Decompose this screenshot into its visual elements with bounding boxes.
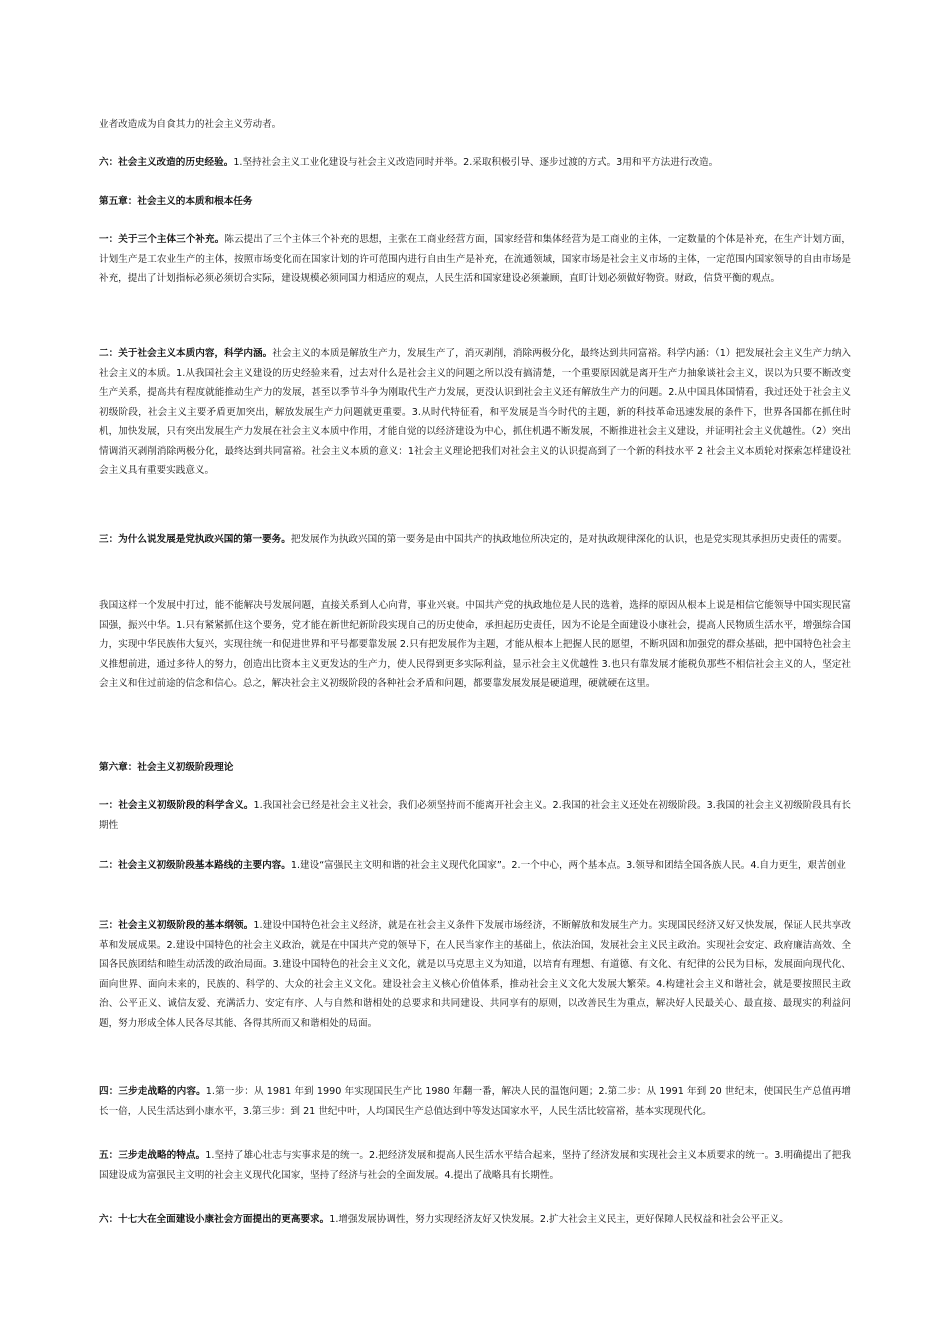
paragraph-heading: 二：社会主义初级阶段基本路线的主要内容。 bbox=[99, 860, 291, 871]
paragraph-three-step-features: 五：三步走战略的特点。1.坚持了雄心壮志与实事求是的统一。2.把经济发展和提高人民生活水平结合起来，坚持了经济发展和实现社会主义本质要求的统一。3.明确提出了把我国建设成为富强民主文明的社会主义现代化国家，坚持了经济与社会的全面发展。4.提出了战略具有长期性。 bbox=[99, 1150, 851, 1181]
paragraph-heading: 三：为什么说发展是党执政兴国的第一要务。 bbox=[99, 534, 291, 545]
paragraph-heading: 一：社会主义初级阶段的科学含义。 bbox=[99, 800, 254, 811]
paragraph-basic-program: 三：社会主义初级阶段的基本纲领。1.建设中国特色社会主义经济，就是在社会主义条件下发展市场经济，不断解放和发展生产力。实现国民经济又好又快发展，保证人民共享改革和发展成果。2.建设中国特色的社会主义政治，就是在中国共产党的领导下，在人民当家作主的基础上，依法治国，发展社会主义民主政治。实现社会安定、政府廉洁高效、全国各民族团结和睦生动活泼的政治局面。3.建设中国特色的社会主义文化，就是以马克思主义为知道，以培育有理想、有道德、有文化、有纪律的公民为目标，发展面向现代化、面向世界、面向未来的，民族的、科学的、大众的社会主义文化。建设社会主义核心价值体系，推动社会主义文化大发展大繁荣。4.构建社会主义和谐社会，就是要按照民主政治、公平正义、诚信友爱、充满活力、安定有序、人与自然和谐相处的总要求和共同建设、共同享有的原则，以改善民生为重点，解决好人民最关心、最直接、最现实的利益问题，努力形成全体人民各尽其能、各得其所而又和谐相处的局面。 bbox=[99, 920, 851, 1029]
paragraph-heading: 一：关于三个主体三个补充。 bbox=[99, 234, 225, 245]
paragraph-17th-congress: 六：十七大在全面建设小康社会方面提出的更高要求。1.增强发展协调性，努力实现经济友好又快发展。2.扩大社会主义民主，更好保障人民权益和社会公平正义。 bbox=[99, 1214, 789, 1225]
paragraph-development-detail: 我国这样一个发展中打过，能不能解决号发展问题，直接关系到人心向背，事业兴衰。中国共产党的执政地位是人民的选着，选择的原因从根本上说是相信它能领导中国实现民富国强，振兴中华。1.只有紧紧抓住这个要务，党才能在新世纪新阶段实现自己的历史使命，承担起历史责任，因为不论是全面建设小康社会，提高人民物质生活水平，增强综合国力，实现中华民族伟大复兴，实现往统一和促进世界和平号都要靠发展 2.只有把发展作为主题，才能从根本上把握人民的愿望，不断巩固和加强党的群众基础，把中国特色社会主义推想前进，通过多待人的努力，创造出比资本主义更发达的生产力，使人民得到更多实际利益，显示社会主义优越性 3.也只有靠发展才能税负那些不相信社会主义的人，坚定社会主义和住过前途的信念和信心。总之，解决社会主义初级阶段的各种社会矛盾和问题，都要靠发展发展是硬道理，硬就硬在这里。 bbox=[99, 600, 851, 689]
paragraph-heading: 三：社会主义初级阶段的基本纲领。 bbox=[99, 920, 254, 931]
paragraph-heading: 四：三步走战略的内容。 bbox=[99, 1086, 206, 1097]
paragraph-heading: 二：关于社会主义本质内容，科学内涵。 bbox=[99, 348, 273, 359]
paragraph-development-priority: 三：为什么说发展是党执政兴国的第一要务。把发展作为执政兴国的第一要务是由中国共产的执政地位所决定的，是对执政规律深化的认识，也是党实现其承担历史责任的需要。 bbox=[99, 534, 848, 545]
paragraph-heading: 六：社会主义改造的历史经验。 bbox=[99, 157, 234, 168]
chapter-5-title: 第五章：社会主义的本质和根本任务 bbox=[99, 196, 253, 207]
paragraph-three-step-content: 四：三步走战略的内容。1.第一步：从 1981 年到 1990 年实现国民生产比 1980 年翻一番，解决人民的温饱问题；2.第二步：从 1991 年到 20 世纪末，使国民生产总值再增长一倍，人民生活达到小康水平，3.第三步：到 21 世纪中叶，人均国民生产总值达到中等发达国家水平，人民生活比较富裕，基本实现现代化。 bbox=[99, 1086, 852, 1117]
paragraph-primary-stage-meaning: 一：社会主义初级阶段的科学含义。1.我国社会已经是社会主义社会，我们必须坚持而不能离开社会主义。2.我国的社会主义还处在初级阶段。3.我国的社会主义初级阶段具有长期性 bbox=[99, 800, 851, 831]
paragraph-heading: 六：十七大在全面建设小康社会方面提出的更高要求。 bbox=[99, 1214, 330, 1225]
chapter-6-title: 第六章：社会主义初级阶段理论 bbox=[99, 762, 234, 773]
paragraph-socialism-essence: 二：关于社会主义本质内容，科学内涵。社会主义的本质是解放生产力，发展生产了，消灭剥削，消除两极分化，最终达到共同富裕。科学内涵：（1）把发展社会主义生产力纳入社会主义的本质。1.从我国社会主义建设的历史经验来看，过去对什么是社会主义的问题之所以没有搞清楚，一个重要原因就是离开生产力抽象谈社会主义，误以为只要不断改变生产关系，提高共有程度就能推动生产力的发展，甚至以季节斗争为刚取代生产力发展，更没认识到社会主义还有解放生产力的问题。2.从中国具体国情看，我过还处于社会主义初级阶段，社会主义主要矛盾更加突出，解放发展生产力问题就更重要。3.从时代特征看，和平发展是当今时代的主题，新的科技革命迅速发展的条件下，世界各国都在抓住时机，加快发展，只有突出发展生产力发展在社会主义本质中作用，才能自觉的以经济建设为中心，抓住机遇不断发展，不断推进社会主义建设，并证明社会主义优越性。（2）突出情调消灭剥削消除两极分化，最终达到共同富裕。社会主义本质的意义：1社会主义理论把我们对社会主义的认识提高到了一个新的科技水平 2 社会主义本质轮对探索怎样建设社会主义具有重要实践意义。 bbox=[99, 348, 852, 476]
paragraph-historical-experience: 六：社会主义改造的历史经验。1.坚持社会主义工业化建设与社会主义改造同时并举。2.采取积极引导、逐步过渡的方式。3用和平方法进行改造。 bbox=[99, 157, 719, 168]
paragraph-basic-line: 二：社会主义初级阶段基本路线的主要内容。1.建设“富强民主文明和谐的社会主义现代化国家”。2.一个中心，两个基本点。3.领导和团结全国各族人民。4.自力更生，艰苦创业 bbox=[99, 860, 846, 871]
paragraph-continuation: 业者改造成为自食其力的社会主义劳动者。 bbox=[99, 119, 282, 130]
paragraph-heading: 五：三步走战略的特点。 bbox=[99, 1150, 206, 1161]
paragraph-three-subjects: 一：关于三个主体三个补充。陈云提出了三个主体三个补充的思想，主张在工商业经营方面，国家经营和集体经营为是工商业的主体，一定数量的个体是补充，在生产计划方面，计划生产是工农业生产的主体，按照市场变化而在国家计划的许可范围内进行自由生产是补充，在流通领域，国家市场是社会主义市场的主体，一定范围内国家领导的自由市场是补充，提出了计划指标必须必须切合实际，建设规模必须同国力相适应的观点，人民生活和国家建设必须兼顾，直盯计划必须做好物资。财政，信贷平衡的观点。 bbox=[99, 234, 852, 284]
